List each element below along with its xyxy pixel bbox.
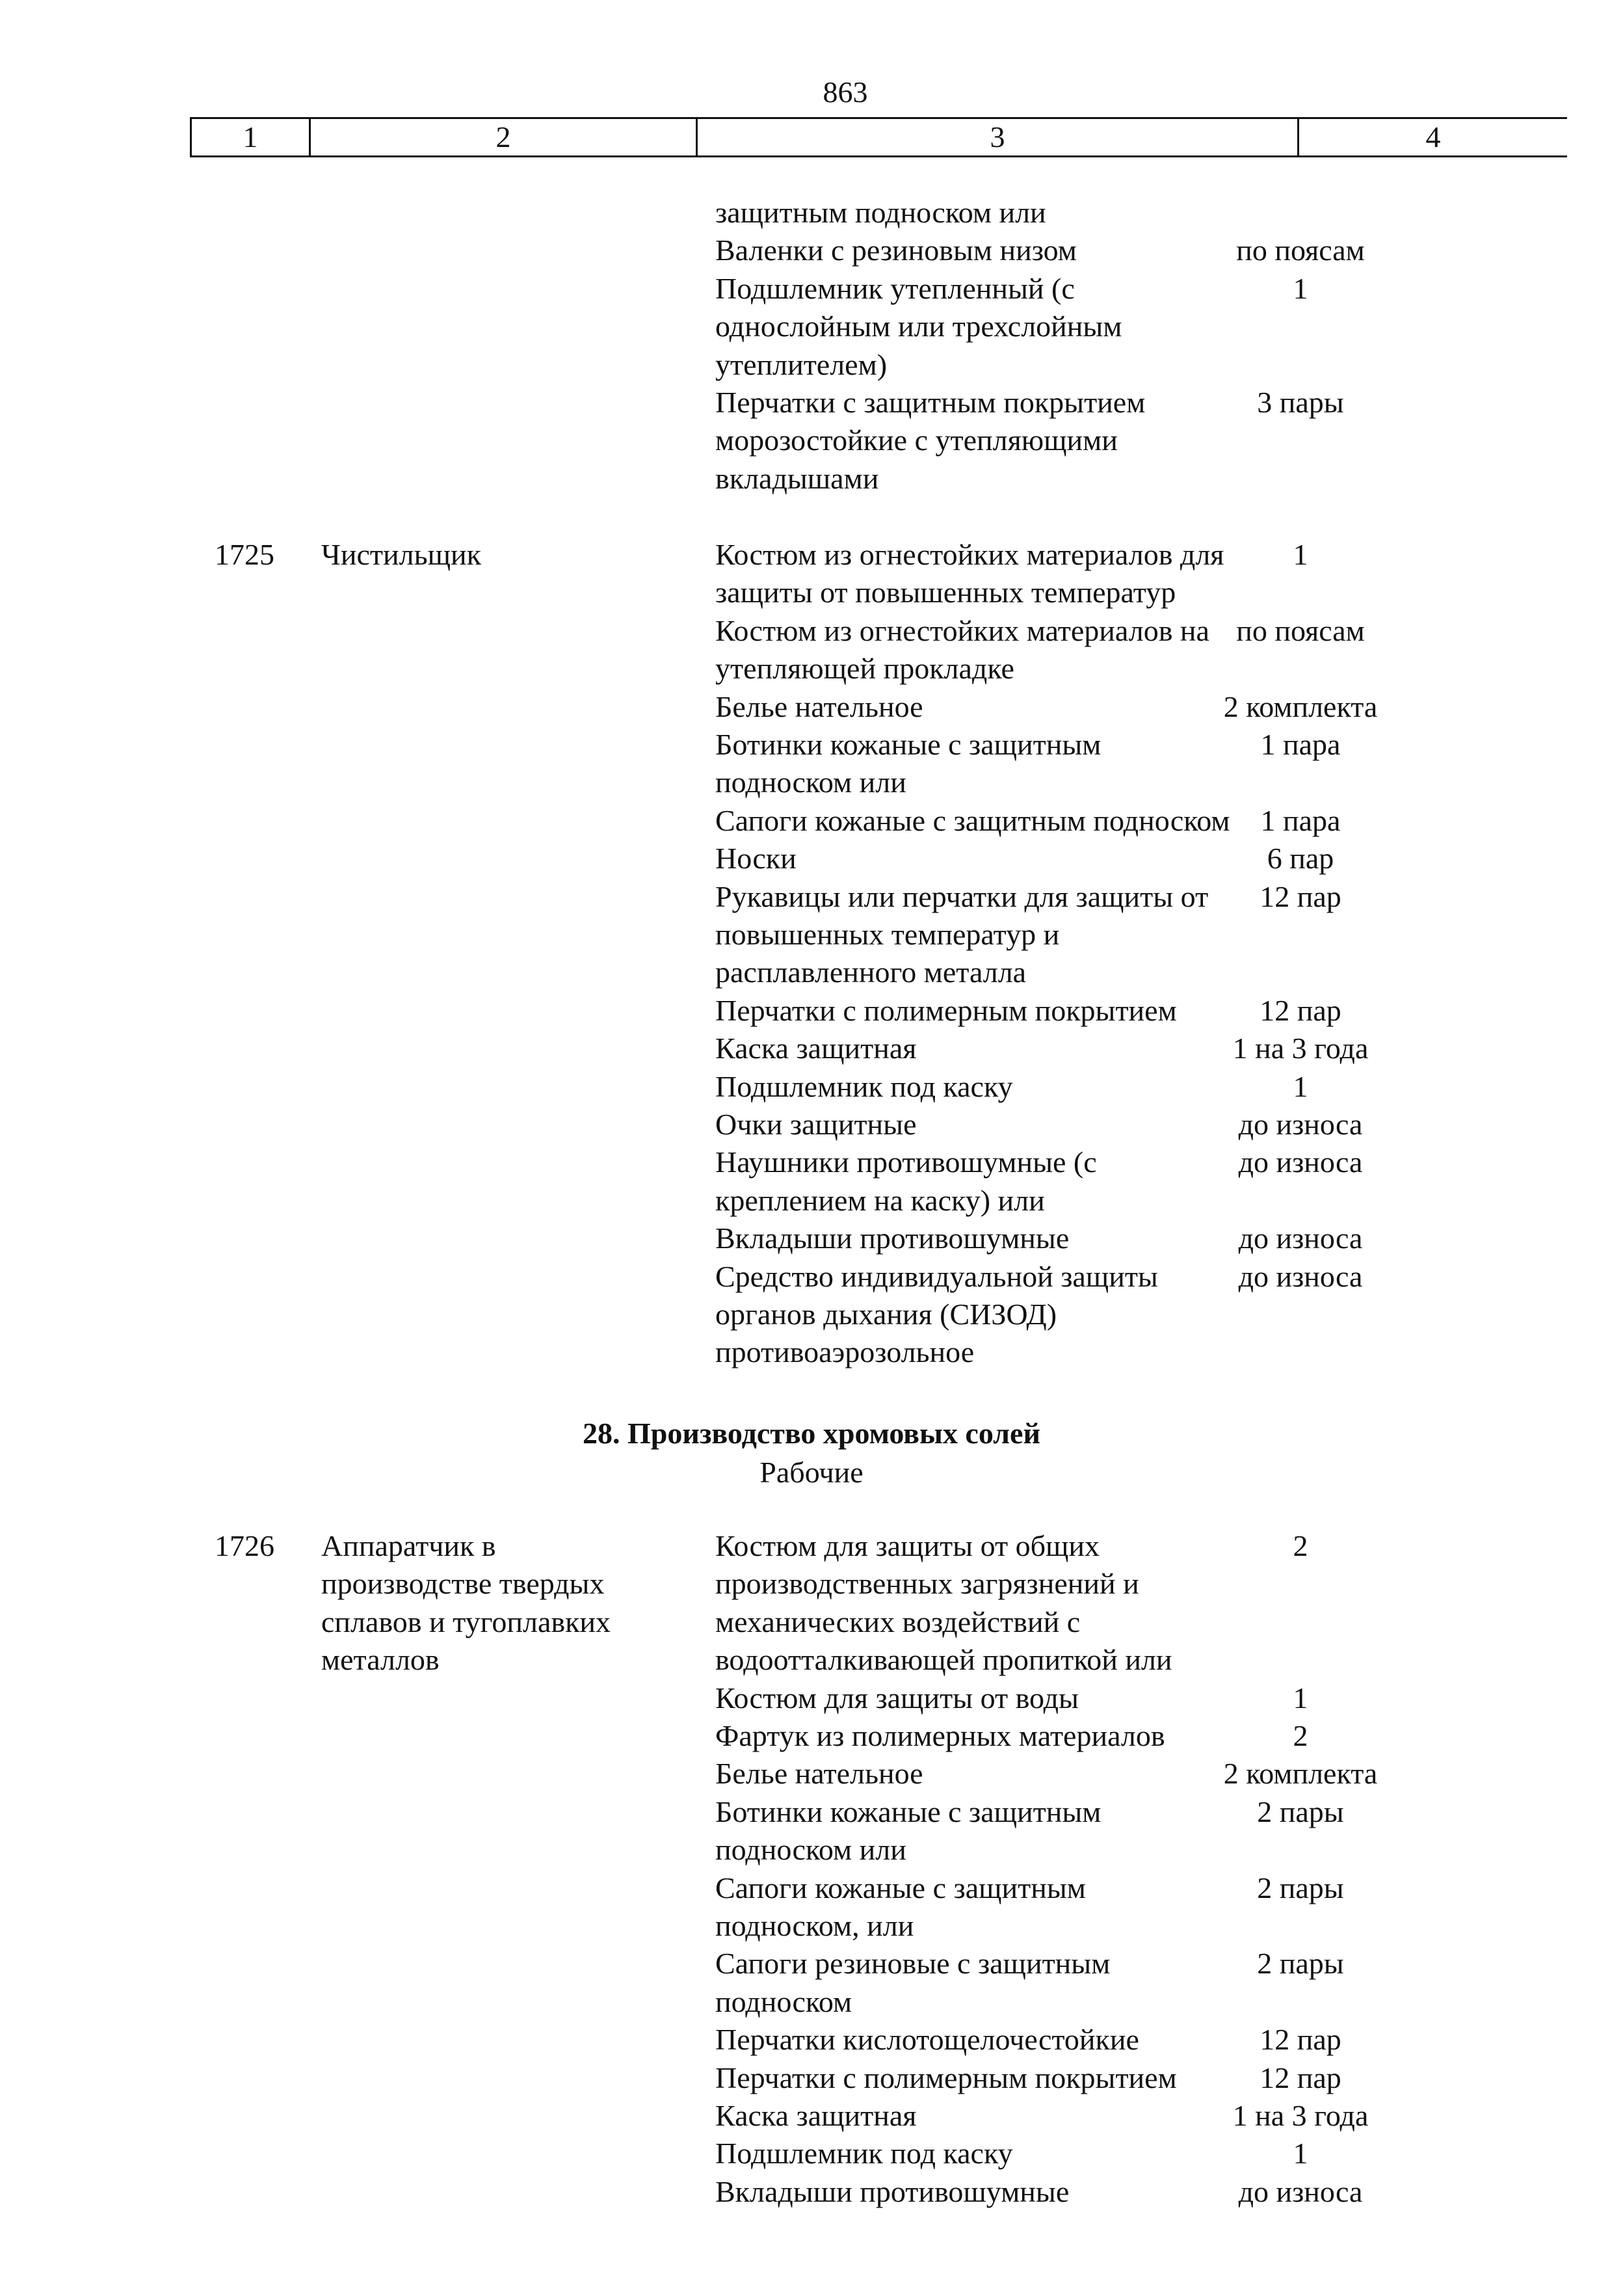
item-text-line: Ботинки кожаные с защитным — [715, 1795, 1102, 1828]
item-text-line: Очки защитные — [715, 1108, 917, 1141]
item-text-line: морозостойкие с утепляющими — [715, 423, 1118, 457]
item-text-line: Носки — [715, 842, 797, 875]
item-quantity: до износа — [1238, 1221, 1363, 1255]
item-quantity: 1 пара — [1260, 728, 1341, 761]
column-header-4: 4 — [1425, 120, 1441, 154]
item-text-line: однослойным или трехслойным — [715, 310, 1122, 343]
item-text-line: противоаэрозольное — [715, 1335, 975, 1369]
row-number: 1726 — [215, 1529, 274, 1562]
item-text-line: повышенных температур и — [715, 918, 1060, 951]
item-text-line: Костюм из огнестойких материалов для — [715, 538, 1224, 571]
row-number: 1725 — [215, 538, 274, 571]
item-text-line: Костюм для защиты от общих — [715, 1529, 1100, 1562]
item-quantity: 12 пар — [1260, 2061, 1341, 2094]
item-text-line: Костюм из огнестойких материалов на — [715, 613, 1209, 647]
item-text-line: подноском или — [715, 766, 906, 799]
item-quantity: 2 — [1293, 1529, 1308, 1562]
item-quantity: до износа — [1238, 1259, 1363, 1293]
item-quantity: по поясам — [1236, 613, 1365, 647]
column-header-2: 2 — [311, 119, 698, 155]
item-text-line: Сапоги кожаные с защитным — [715, 1871, 1086, 1904]
item-text-line: Перчатки с полимерным покрытием — [715, 993, 1177, 1027]
item-text-line: производственных загрязнений и — [715, 1567, 1139, 1601]
item-text-line: Перчатки кислотощелочестойкие — [715, 2023, 1139, 2057]
page-number: 863 — [823, 75, 868, 109]
item-quantity: 12 пар — [1260, 2023, 1341, 2057]
item-text-line: защитным подноском или — [715, 196, 1046, 229]
item-text-line: Подшлемник под каску — [715, 1069, 1013, 1103]
item-quantity: 1 пара — [1260, 803, 1341, 837]
item-text-line: защиты от повышенных температур — [715, 576, 1176, 609]
column-header-3: 3 — [698, 119, 1299, 155]
item-text-line: Вкладыши противошумные — [715, 1221, 1070, 1255]
item-text-line: Сапоги резиновые с защитным — [715, 1947, 1111, 1981]
item-quantity: 2 комплекта — [1223, 689, 1378, 723]
item-text-line: Перчатки с полимерным покрытием — [715, 2061, 1177, 2094]
item-quantity: 6 пар — [1267, 842, 1334, 875]
item-text-line: Наушники противошумные (с — [715, 1145, 1097, 1179]
section-subtitle: Рабочие — [759, 1456, 864, 1489]
item-text-line: расплавленного металла — [715, 955, 1027, 989]
item-quantity: 3 пары — [1257, 386, 1344, 419]
profession-name: металлов — [321, 1643, 440, 1677]
item-text-line: вкладышами — [715, 461, 879, 495]
item-quantity: 2 пары — [1257, 1795, 1344, 1828]
item-quantity: до износа — [1238, 2174, 1363, 2208]
item-quantity: 1 — [1293, 1069, 1308, 1103]
item-text-line: водоотталкивающей пропиткой или — [715, 1643, 1172, 1677]
item-quantity: 12 пар — [1260, 993, 1341, 1027]
item-text-line: подноском — [715, 1984, 852, 2018]
item-text-line: Подшлемник утепленный (с — [715, 271, 1075, 305]
item-quantity: до износа — [1238, 1145, 1363, 1179]
item-quantity: 1 на 3 года — [1232, 1032, 1369, 1065]
item-text-line: Белье нательное — [715, 1757, 923, 1791]
column-header-row — [190, 117, 1567, 157]
item-quantity: 1 на 3 года — [1232, 2099, 1369, 2132]
item-text-line: Рукавицы или перчатки для защиты от — [715, 879, 1209, 913]
item-text-line: Сапоги кожаные с защитным подноском — [715, 803, 1230, 837]
item-quantity: до износа — [1238, 1108, 1363, 1141]
item-quantity: 2 пары — [1257, 1871, 1344, 1904]
item-text-line: Вкладыши противошумные — [715, 2174, 1070, 2208]
profession-name: Чистильщик — [321, 538, 481, 571]
section-title: 28. Производство хромовых солей — [583, 1417, 1040, 1450]
item-quantity: 1 — [1293, 271, 1308, 305]
profession-name: производстве твердых — [321, 1567, 605, 1601]
item-text-line: Каска защитная — [715, 1032, 917, 1065]
item-text-line: Костюм для защиты от воды — [715, 1681, 1079, 1715]
item-text-line: Перчатки с защитным покрытием — [715, 386, 1146, 419]
item-text-line: подноском или — [715, 1833, 906, 1867]
item-text-line: Каска защитная — [715, 2099, 917, 2132]
item-quantity: 1 — [1293, 2137, 1308, 2170]
item-quantity: 12 пар — [1260, 879, 1341, 913]
item-text-line: механических воздействий с — [715, 1605, 1081, 1638]
item-text-line: Белье нательное — [715, 689, 923, 723]
item-quantity: 2 — [1293, 1719, 1308, 1752]
item-text-line: Фартук из полимерных материалов — [715, 1719, 1165, 1752]
profession-name: сплавов и тугоплавких — [321, 1605, 611, 1638]
item-text-line: креплением на каску) или — [715, 1183, 1045, 1217]
item-quantity: 1 — [1293, 538, 1308, 571]
item-text-line: Валенки с резиновым низом — [715, 234, 1077, 267]
item-quantity: по поясам — [1236, 234, 1365, 267]
item-text-line: Средство индивидуальной защиты — [715, 1259, 1158, 1293]
item-text-line: органов дыхания (СИЗОД) — [715, 1298, 1057, 1331]
item-text-line: Подшлемник под каску — [715, 2137, 1013, 2170]
profession-name: Аппаратчик в — [321, 1529, 496, 1562]
item-quantity: 2 комплекта — [1223, 1757, 1378, 1791]
item-text-line: Ботинки кожаные с защитным — [715, 728, 1102, 761]
item-quantity: 1 — [1293, 1681, 1308, 1715]
item-text-line: утепляющей прокладке — [715, 652, 1014, 686]
item-quantity: 2 пары — [1257, 1947, 1344, 1981]
column-header-1: 1 — [192, 119, 311, 155]
item-text-line: подноском, или — [715, 1909, 914, 1942]
item-text-line: утеплителем) — [715, 347, 888, 381]
